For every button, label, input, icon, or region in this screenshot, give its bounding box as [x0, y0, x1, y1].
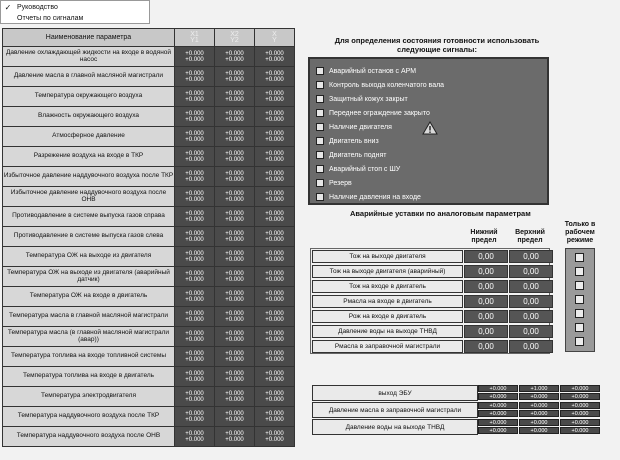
table-row [3, 47, 295, 67]
param-name: Температура наддувочного воздуха после ОНВ [3, 427, 175, 447]
lower-limit-input[interactable]: 0,00 [464, 310, 508, 323]
bottom-param-name: выход ЭБУ [312, 385, 478, 401]
value-cell: +0.000 +0.000 [215, 407, 255, 427]
signal-item[interactable]: Переднее ограждение закрыто [316, 109, 430, 117]
value-cell: +0.000 +0.000 [215, 247, 255, 267]
working-mode-checkbox[interactable] [575, 253, 584, 262]
signal-item[interactable]: Защитный кожух закрыт [316, 95, 408, 103]
value-cell: +0.000 +0.000 [175, 367, 215, 387]
value-cell: +0.000 +0.000 [255, 87, 295, 107]
value-cell: +0.000 +0.000 [215, 427, 255, 447]
signal-item[interactable]: Контроль выхода коленчатого вала [316, 81, 444, 89]
value-cell: +0.000 +0.000 [255, 127, 295, 147]
value-cell: +0.000 +0.000 [255, 227, 295, 247]
bottom-value-cell: +0.000 [478, 385, 518, 392]
bottom-value-cell: +0.000 [560, 402, 600, 409]
table-row [3, 167, 295, 187]
value-cell: +0.000 +0.000 [255, 427, 295, 447]
signal-checkbox[interactable] [316, 95, 324, 103]
value-cell: +0.000 +0.000 [215, 207, 255, 227]
value-cell: +0.000 +0.000 [175, 147, 215, 167]
bottom-value-cell: +0.000 [560, 385, 600, 392]
signal-item[interactable]: Аварийный стоп с ШУ [316, 165, 400, 173]
value-cell: +0.000 +0.000 [255, 207, 295, 227]
parameter-table [2, 28, 295, 447]
value-cell: +0.000 +0.000 [215, 327, 255, 347]
value-cell: +0.000 +0.000 [215, 367, 255, 387]
value-cell: +0.000 +0.000 [175, 167, 215, 187]
value-cell: +0.000 +0.000 [175, 327, 215, 347]
value-cell: +0.000 +0.000 [215, 347, 255, 367]
param-name: Температура топлива на входе топливной системы [3, 347, 175, 367]
param-name: Давление масла в главной масляной магистрали [3, 67, 175, 87]
value-cell: +0.000 +0.000 [255, 367, 295, 387]
signal-item[interactable]: Двигатель вниз [316, 137, 379, 145]
param-name: Избыточное давление наддувочного воздуха после ОНВ [3, 187, 175, 207]
upper-limit-input[interactable]: 0,00 [509, 280, 553, 293]
bottom-param-name: Давление масла в заправочной магистрали [312, 402, 478, 418]
working-mode-checkbox[interactable] [575, 295, 584, 304]
signal-item[interactable]: Резерв [316, 179, 352, 187]
value-cell: +0.000 +0.000 [255, 407, 295, 427]
lower-limit-input[interactable]: 0,00 [464, 265, 508, 278]
signal-checkbox[interactable] [316, 109, 324, 117]
value-cell: +0.000 +0.000 [215, 287, 255, 307]
table-row [3, 87, 295, 107]
bottom-value-cell: +0.000 [560, 419, 600, 426]
value-cell: +0.000 +0.000 [215, 107, 255, 127]
value-cell: +0.000 +0.000 [255, 167, 295, 187]
analog-param-name: Давление воды на выходе ТНВД [312, 325, 463, 338]
value-cell: +0.000 +0.000 [175, 67, 215, 87]
working-mode-checkbox[interactable] [575, 267, 584, 276]
bottom-value-cell: +0.000 [478, 419, 518, 426]
analog-param-name: Рмасла в заправочной магистрали [312, 340, 463, 353]
context-menu [0, 0, 150, 24]
param-name: Температура масла в главной масляной магистрали [3, 307, 175, 327]
bottom-value-cell: +0.000 [478, 393, 518, 400]
value-cell: +0.000 +0.000 [255, 247, 295, 267]
analog-param-name: Тож на входе в двигатель [312, 280, 463, 293]
bottom-value-cell: +0.000 [478, 427, 518, 434]
value-cell: +0.000 +0.000 [215, 47, 255, 67]
working-mode-checkbox[interactable] [575, 337, 584, 346]
value-cell: +0.000 +0.000 [175, 107, 215, 127]
value-cell: +0.000 +0.000 [215, 187, 255, 207]
bottom-value-cell: +0.000 [560, 393, 600, 400]
working-mode-header: Только в рабочем режиме [564, 221, 596, 244]
value-cell: +0.000 +0.000 [255, 307, 295, 327]
menu-item-reports[interactable] [1, 13, 149, 23]
menu-item-label: Руководство [17, 3, 58, 11]
value-cell: +0.000 +0.000 [175, 127, 215, 147]
menu-item-label: Отчеты по сигналам [17, 14, 84, 22]
param-name: Атмосферное давление [3, 127, 175, 147]
value-cell: +0.000 +0.000 [215, 227, 255, 247]
value-cell: +0.000 +0.000 [215, 147, 255, 167]
bottom-value-cell: +0.000 [478, 402, 518, 409]
value-cell: +0.000 +0.000 [175, 407, 215, 427]
upper-limit-input[interactable]: 0,00 [509, 340, 553, 353]
upper-limit-input[interactable]: 0,00 [509, 325, 553, 338]
value-cell: +0.000 +0.000 [255, 287, 295, 307]
table-row [3, 207, 295, 227]
signal-checkbox[interactable] [316, 123, 324, 131]
param-name: Температура ОЖ на выходе из двигателя [3, 247, 175, 267]
value-cell: +0.000 +0.000 [215, 127, 255, 147]
analog-param-name: Тож на выходе двигателя [312, 250, 463, 263]
bottom-value-cell: +0.000 [519, 393, 559, 400]
param-name: Противодавление в системе выпуска газов слева [3, 227, 175, 247]
header-x2: X2 Y2 [215, 29, 255, 47]
upper-limit-input[interactable]: 0,00 [509, 310, 553, 323]
lower-limit-input[interactable]: 0,00 [464, 325, 508, 338]
param-name: Избыточное давление наддувочного воздуха после ТКР [3, 167, 175, 187]
value-cell: +0.000 +0.000 [175, 47, 215, 67]
empty-check-icon [4, 14, 12, 22]
param-name: Противодавление в системе выпуска газов справа [3, 207, 175, 227]
value-cell: +0.000 +0.000 [255, 267, 295, 287]
signal-checkbox[interactable] [316, 151, 324, 159]
analog-param-name: Рмасла на входе в двигатель [312, 295, 463, 308]
value-cell: +0.000 +0.000 [255, 387, 295, 407]
value-cell: +0.000 +0.000 [255, 187, 295, 207]
value-cell: +0.000 +0.000 [255, 347, 295, 367]
value-cell: +0.000 +0.000 [215, 67, 255, 87]
lower-limit-input[interactable]: 0,00 [464, 250, 508, 263]
value-cell: +0.000 +0.000 [215, 267, 255, 287]
value-cell: +0.000 +0.000 [175, 207, 215, 227]
param-name: Температура наддувочного воздуха после ТКР [3, 407, 175, 427]
table-row [3, 347, 295, 367]
table-row [3, 247, 295, 267]
table-row [3, 227, 295, 247]
working-mode-column [565, 248, 595, 352]
param-name: Температура масла (в главной масляной магистрали (авар)) [3, 327, 175, 347]
table-row [3, 127, 295, 147]
table-row [3, 287, 295, 307]
working-mode-checkbox[interactable] [575, 309, 584, 318]
signal-checkbox[interactable] [316, 193, 324, 201]
header-x: X Y [255, 29, 295, 47]
signal-item[interactable]: Наличие давления на входе [316, 193, 421, 201]
signals-panel [308, 57, 549, 205]
signal-checkbox[interactable] [316, 165, 324, 173]
param-name: Разрежение воздуха на входе в ТКР [3, 147, 175, 167]
upper-limit-input[interactable]: 0,00 [509, 295, 553, 308]
check-icon: ✓ [4, 2, 12, 12]
value-cell: +0.000 +0.000 [255, 47, 295, 67]
table-row [3, 327, 295, 347]
param-name: Температура ОЖ на входе в двигатель [3, 287, 175, 307]
signal-checkbox[interactable] [316, 67, 324, 75]
signals-title: Для определения состояния готовности использовать следующие сигналы: [334, 36, 540, 54]
bottom-value-cell: +0.000 [519, 419, 559, 426]
bottom-value-cell: +0.000 [560, 410, 600, 417]
table-row [3, 187, 295, 207]
value-cell: +0.000 +0.000 [215, 307, 255, 327]
working-mode-checkbox[interactable] [575, 281, 584, 290]
signal-checkbox[interactable] [316, 137, 324, 145]
upper-limit-input[interactable]: 0,00 [509, 250, 553, 263]
bottom-value-cell: +0.000 [478, 410, 518, 417]
warning-icon [422, 121, 438, 135]
bottom-value-cell: +0.000 [560, 427, 600, 434]
param-name: Температура окружающего воздуха [3, 87, 175, 107]
value-cell: +0.000 +0.000 [255, 67, 295, 87]
lower-limit-input[interactable]: 0,00 [464, 280, 508, 293]
signal-checkbox[interactable] [316, 179, 324, 187]
value-cell: +0.000 +0.000 [215, 167, 255, 187]
signal-item[interactable]: Аварийный останов с АРМ [316, 67, 416, 75]
working-mode-checkbox[interactable] [575, 323, 584, 332]
signal-checkbox[interactable] [316, 81, 324, 89]
analog-param-name: Тож на выходе двигателя (аварийный) [312, 265, 463, 278]
value-cell: +0.000 +0.000 [175, 87, 215, 107]
table-row [3, 367, 295, 387]
bottom-value-cell: +0.000 [519, 427, 559, 434]
value-cell: +0.000 +0.000 [175, 427, 215, 447]
menu-item-manual[interactable] [1, 2, 149, 12]
value-cell: +0.000 +0.000 [175, 307, 215, 327]
param-name: Влажность окружающего воздуха [3, 107, 175, 127]
upper-limit-input[interactable]: 0,00 [509, 265, 553, 278]
table-row [3, 107, 295, 127]
value-cell: +0.000 +0.000 [255, 327, 295, 347]
value-cell: +0.000 +0.000 [175, 227, 215, 247]
value-cell: +0.000 +0.000 [175, 387, 215, 407]
value-cell: +0.000 +0.000 [175, 287, 215, 307]
signal-item[interactable]: Двигатель поднят [316, 151, 386, 159]
param-name: Температура электродвигателя [3, 387, 175, 407]
param-name: Температура ОЖ на выходе из двигателя (аварийный датчик) [3, 267, 175, 287]
analog-title: Аварийные уставки по аналоговым параметрам [350, 209, 531, 218]
table-row [3, 427, 295, 447]
table-row [3, 407, 295, 427]
value-cell: +0.000 +0.000 [175, 267, 215, 287]
table-row [3, 147, 295, 167]
header-name: Наименование параметра [3, 29, 175, 47]
value-cell: +0.000 +0.000 [215, 387, 255, 407]
lower-limit-input[interactable]: 0,00 [464, 295, 508, 308]
param-name: Температура топлива на входе в двигатель [3, 367, 175, 387]
bottom-value-cell: +1.000 [519, 385, 559, 392]
value-cell: +0.000 +0.000 [175, 347, 215, 367]
table-row [3, 387, 295, 407]
value-cell: +0.000 +0.000 [175, 247, 215, 267]
table-row [3, 67, 295, 87]
signal-item[interactable]: Наличие двигателя [316, 123, 392, 131]
bottom-value-cell: +0.000 [519, 402, 559, 409]
lower-limit-input[interactable]: 0,00 [464, 340, 508, 353]
header-x1: X1 Y1 [175, 29, 215, 47]
upper-limit-header: Верхний предел [515, 229, 545, 244]
value-cell: +0.000 +0.000 [255, 147, 295, 167]
bottom-param-name: Давление воды на выходе ТНВД [312, 419, 478, 435]
bottom-value-cell: +0.000 [519, 410, 559, 417]
table-row [3, 307, 295, 327]
lower-limit-header: Нижний предел [470, 229, 498, 244]
value-cell: +0.000 +0.000 [215, 87, 255, 107]
table-row [3, 267, 295, 287]
analog-param-name: Рож на входе в двигатель [312, 310, 463, 323]
value-cell: +0.000 +0.000 [255, 107, 295, 127]
value-cell: +0.000 +0.000 [175, 187, 215, 207]
param-name: Давление охлаждающей жидкости на входе в водяной насос [3, 47, 175, 67]
